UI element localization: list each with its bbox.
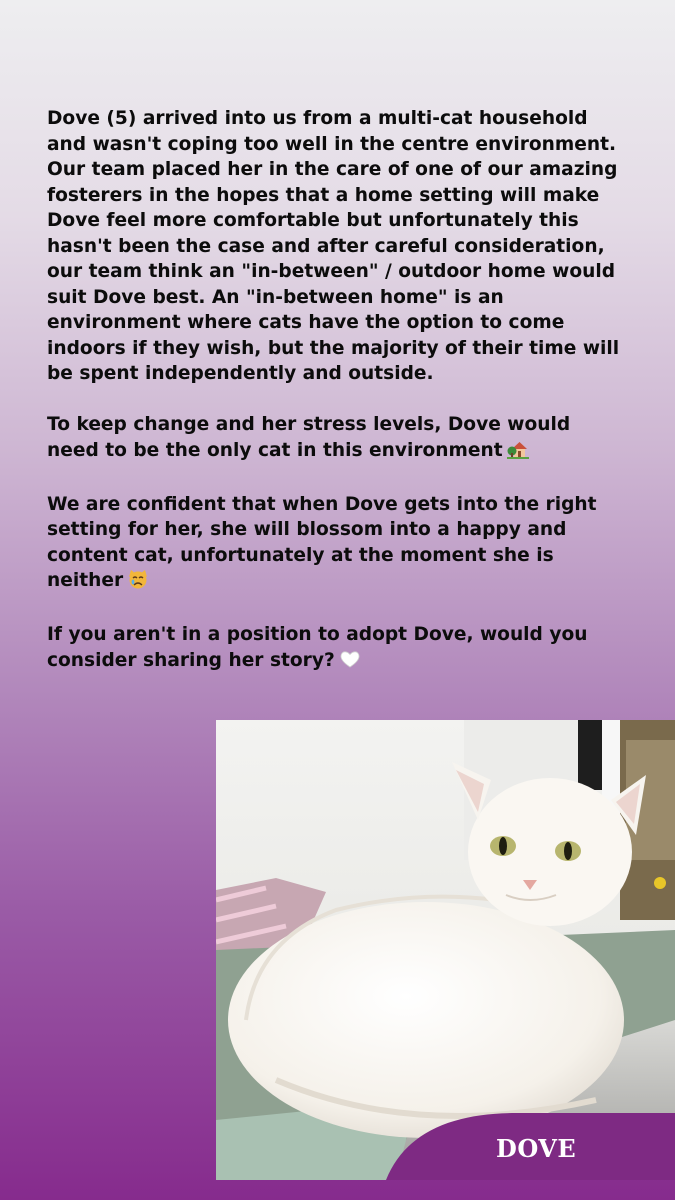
story-paragraph-3 (47, 492, 647, 597)
crying-cat-icon (127, 569, 149, 597)
white-heart-icon (339, 649, 361, 677)
story-paragraph-2-text: To keep change and her stress levels, Dove would need to be the only cat in this environment (47, 414, 571, 461)
cat-photo (216, 720, 675, 1180)
white-cat-illustration (216, 720, 675, 1180)
house-with-garden-icon (507, 439, 529, 467)
story-paragraph-2 (47, 412, 647, 466)
story-paragraph-4 (47, 622, 647, 676)
story-text (47, 106, 647, 702)
story-paragraph-1: Dove (5) arrived into us from a multi-cat household and wasn't coping too well in the centre environment. Our team placed her in the care of one of our amazing fosterers in the hopes that a home setting will make Dove feel more comfortable but unfortunately this hasn't been the case and after careful consideration, our team think an "in-between" / outdoor home would suit Dove best. An "in-between home" is an environment where cats have the option to come indoors if they wish, but the majority of their time will be spent independently and outside. (47, 108, 620, 384)
story-paragraph-3-text: We are confident that when Dove gets into the right setting for her, she will blossom into a happy and content cat, unfortunately at the moment she is neither (47, 493, 597, 591)
story-paragraph-4-text: If you aren't in a position to adopt Dove, would you consider sharing her story? (47, 624, 588, 671)
cat-name-label: DOVE (496, 1134, 577, 1163)
